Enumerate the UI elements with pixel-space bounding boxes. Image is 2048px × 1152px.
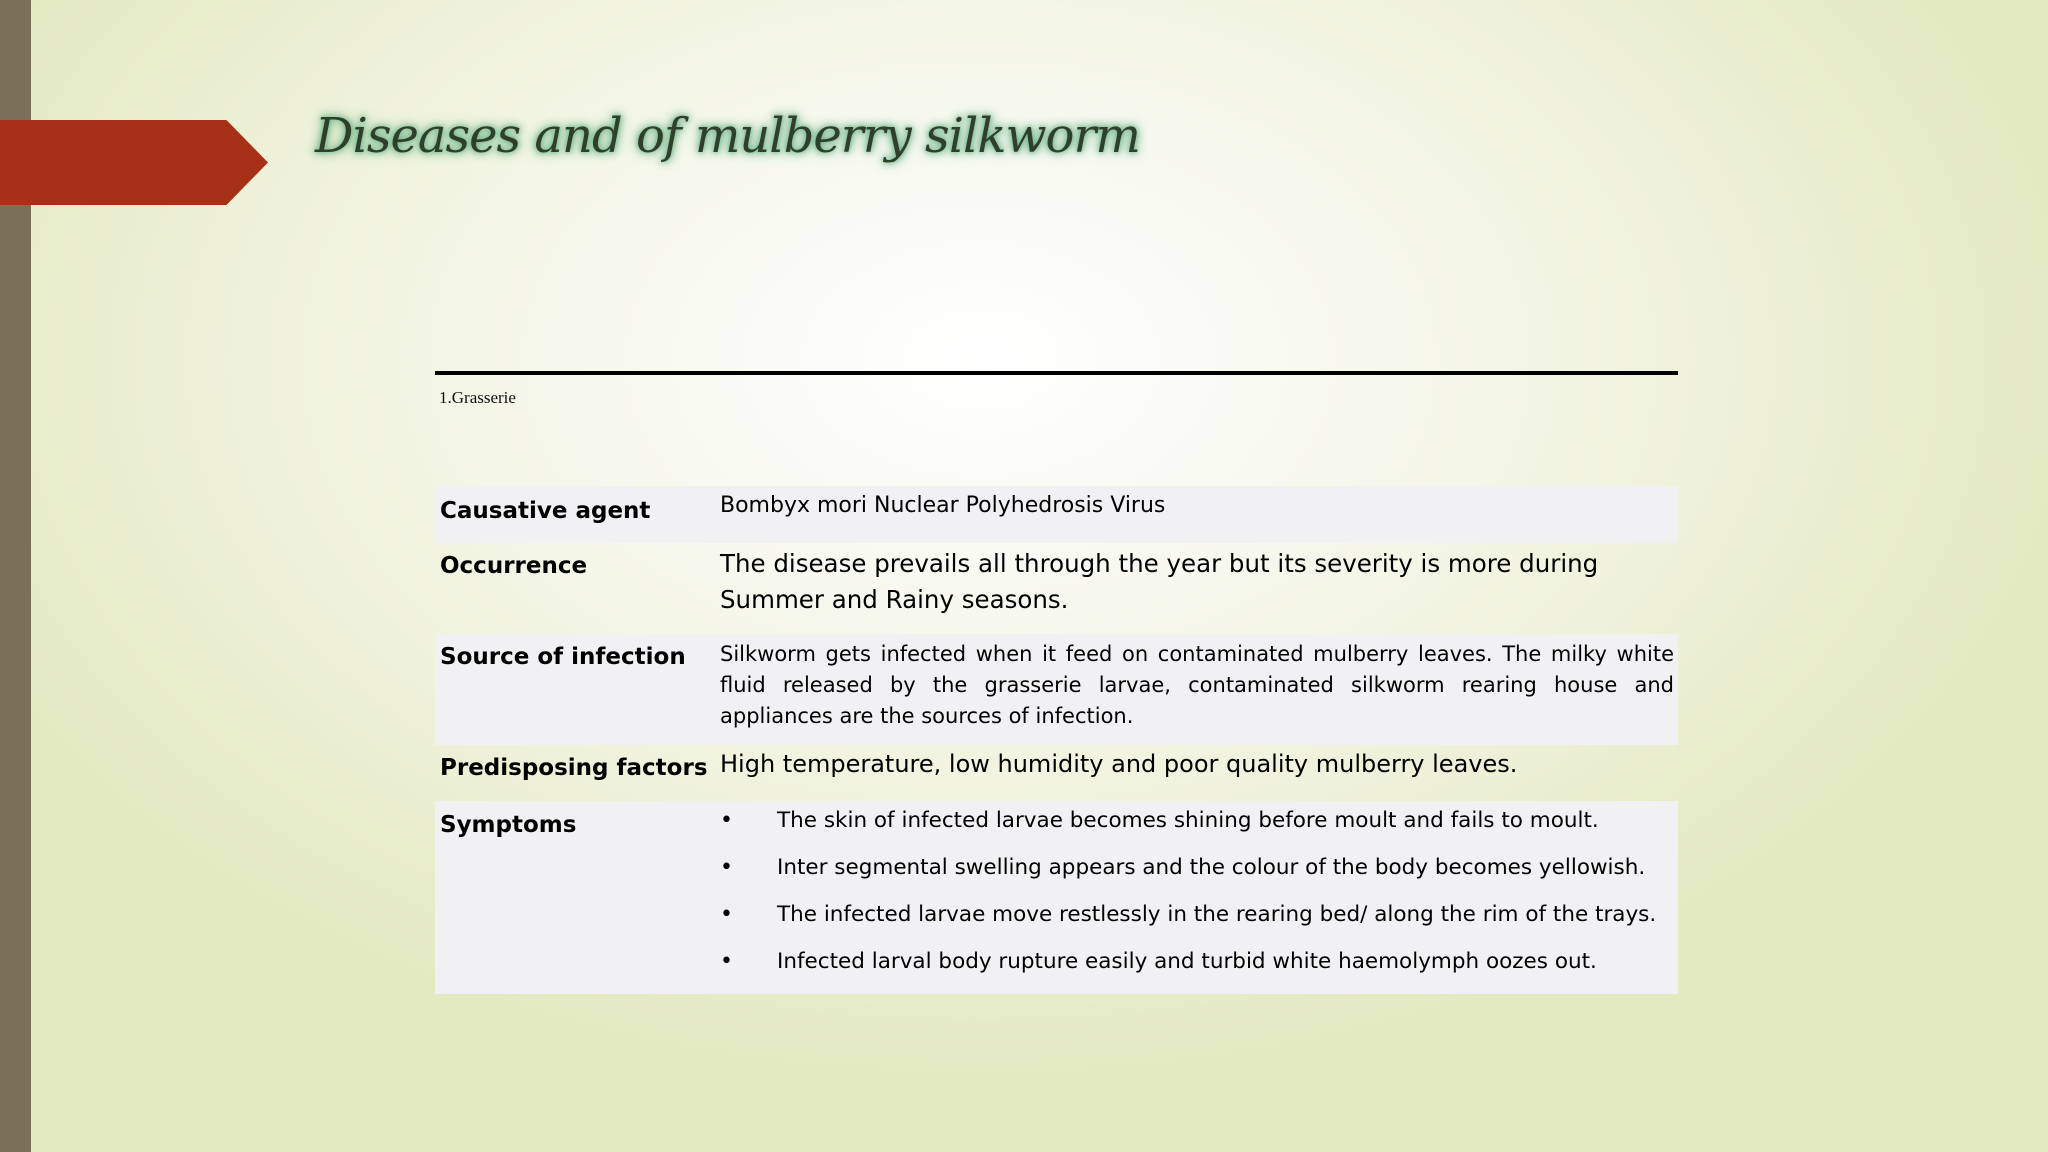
section-caption: 1.Grasserie [439,388,516,407]
table-row-symptoms [435,801,1678,994]
row-label-causative-agent: Causative agent [435,486,714,543]
slide-title: Diseases and of mulberry silkworm [315,108,1140,164]
header-rule [435,371,1678,375]
bullet-icon: • [720,902,733,927]
symptom-text: Infected larval body rupture easily and turbid white haemolymph oozes out. [777,949,1597,974]
bullet-icon: • [720,855,733,880]
title-arrow-banner [0,120,268,205]
row-label-occurrence: Occurrence [440,553,588,579]
symptom-text: The skin of infected larvae becomes shining before moult and fails to moult. [777,808,1599,833]
bullet-icon: • [720,949,733,974]
row-value-occurrence: The disease prevails all through the year but its severity is more during Summer and Rainy seasons. [720,549,1599,614]
symptom-item [720,947,1674,987]
row-label-predisposing-factors: Predisposing factors [440,755,708,781]
table-row-source-of-infection [435,634,1678,745]
symptom-item [720,853,1674,900]
symptom-item [720,806,1674,853]
disease-info-table [435,486,1678,994]
table-row-occurrence [435,543,1678,634]
row-value-predisposing-factors: High temperature, low humidity and poor quality mulberry leaves. [720,750,1518,778]
symptom-list [720,806,1674,987]
symptom-item [720,900,1674,947]
row-label-source-of-infection: Source of infection [435,634,714,745]
row-label-symptoms: Symptoms [435,801,714,994]
symptom-text: Inter segmental swelling appears and the colour of the body becomes yellowish. [777,855,1646,880]
bullet-icon: • [720,808,733,833]
table-row-causative-agent [435,486,1678,543]
row-value-symptoms [714,801,1678,994]
row-value-source-of-infection: Silkworm gets infected when it feed on contaminated mulberry leaves. The milky white fluid released by the grasserie larvae, contaminated silkworm rearing house and appliances are the sources of infection. [714,634,1678,745]
row-value-causative-agent: Bombyx mori Nuclear Polyhedrosis Virus [714,486,1678,543]
table-row-predisposing-factors [435,745,1678,801]
symptom-text: The infected larvae move restlessly in the rearing bed/ along the rim of the trays. [777,902,1657,927]
